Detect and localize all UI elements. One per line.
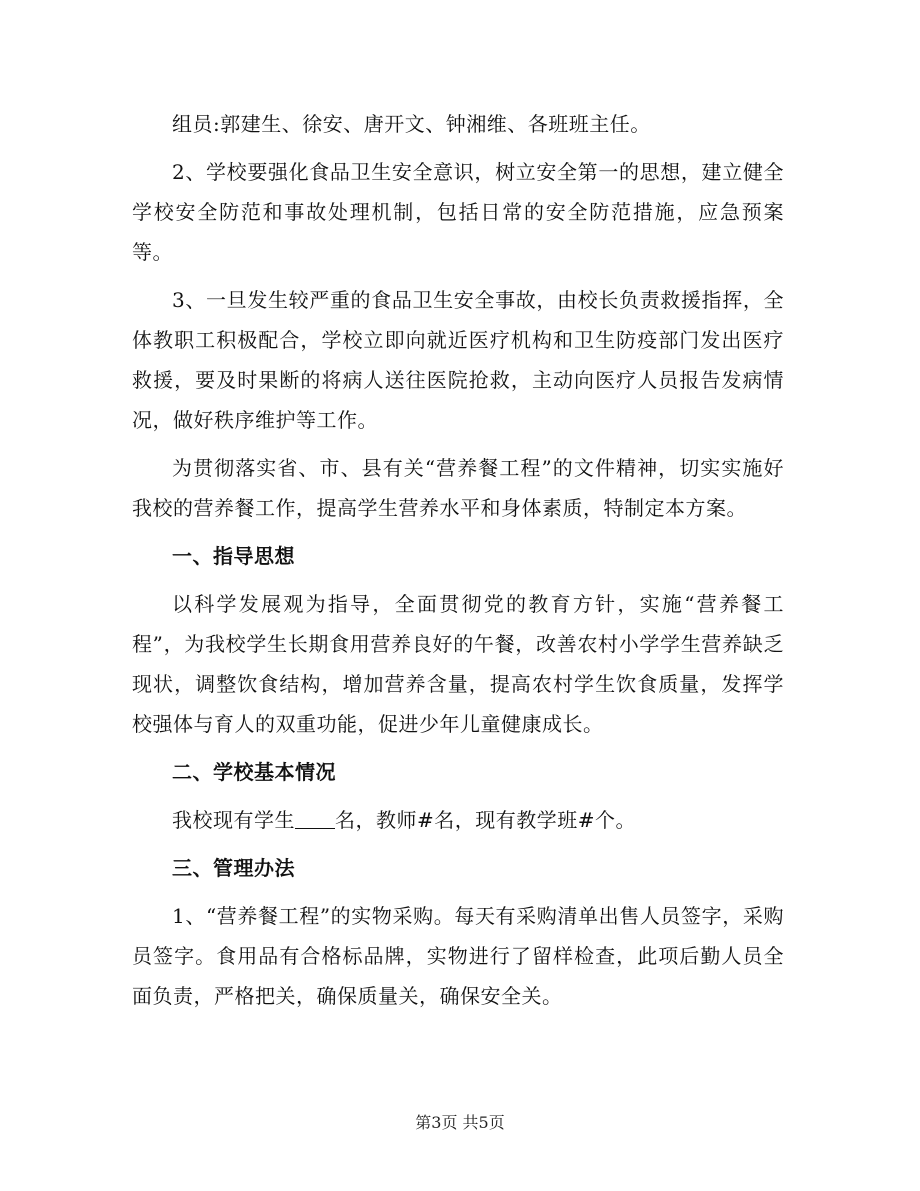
document-body: [132, 104, 784, 1016]
guiding-thought-paragraph: 以科学发展观为指导，全面贯彻党的教育方针，实施“营养餐工程”，为我校学生长期食用营养良好的午餐，改善农村小学学生营养缺乏现状，调整饮食结构，增加营养含量，提高农村学生饮食质量，发挥学校强体与育人的双重功能，促进少年儿童健康成长。: [132, 592, 784, 736]
section-heading-management: 三、管理办法: [172, 856, 295, 880]
section-heading-guiding-thought: 一、指导思想: [172, 544, 295, 568]
school-info-paragraph: [132, 800, 784, 840]
procurement-paragraph: 1、“营养餐工程”的实物采购。每天有采购清单出售人员签字，采购员签字。食用品有合格标品牌，实物进行了留样检查，此项后勤人员全面负责，严格把关，确保质量关，确保安全关。: [132, 904, 784, 1008]
safety-awareness-paragraph: 2、学校要强化食品卫生安全意识，树立安全第一的思想，建立健全学校安全防范和事故处理机制，包括日常的安全防范措施，应急预案等。: [132, 160, 784, 264]
school-info-text-after: 名，教师#名，现有教学班#个。: [335, 808, 637, 832]
fill-in-blank: [295, 808, 335, 829]
page-number-footer: 第3页 共5页: [415, 1113, 505, 1132]
school-info-text-before: 我校现有学生: [172, 808, 295, 832]
members-paragraph: 组员:郭建生、徐安、唐开文、钟湘维、各班班主任。: [172, 112, 651, 136]
intro-paragraph: 为贯彻落实省、市、县有关“营养餐工程”的文件精神，切实实施好我校的营养餐工作，提高学生营养水平和身体素质，特制定本方案。: [132, 456, 784, 520]
section-heading-school-info: 二、学校基本情况: [172, 760, 336, 784]
emergency-response-paragraph: 3、一旦发生较严重的食品卫生安全事故，由校长负责救援指挥，全体教职工积极配合，学校立即向就近医疗机构和卫生防疫部门发出医疗救援，要及时果断的将病人送往医院抢救，主动向医疗人员报告发病情况，做好秩序维护等工作。: [132, 288, 784, 432]
